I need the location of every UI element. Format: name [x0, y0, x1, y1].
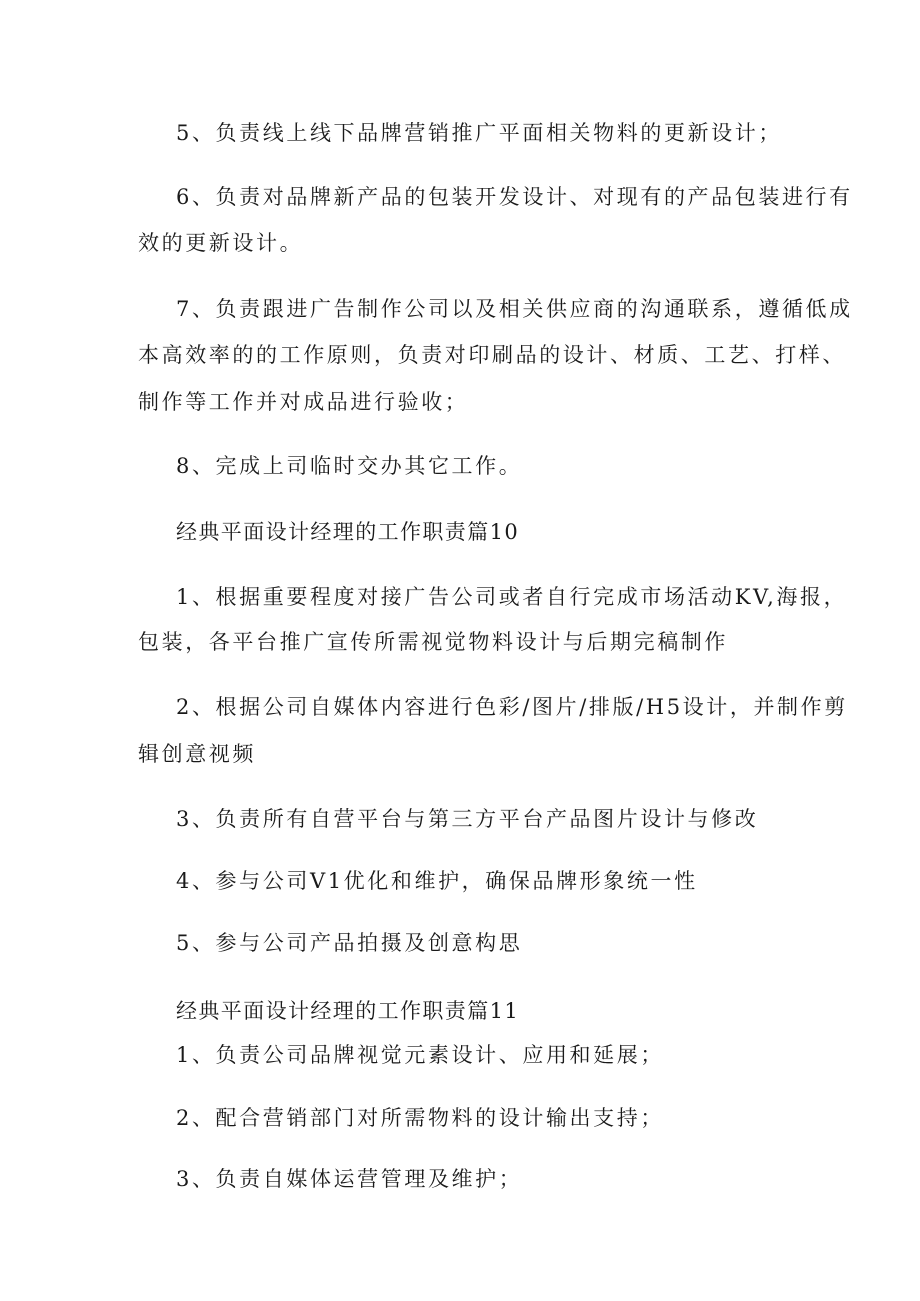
text-line: 1、根据重要程度对接广告公司或者自行完成市场活动KV,海报，	[176, 585, 848, 609]
text-line: 1、负责公司品牌视觉元素设计、应用和延展；	[176, 1043, 664, 1067]
text-line: 8、完成上司临时交办其它工作。	[176, 454, 523, 478]
section-heading: 经典平面设计经理的工作职责篇10	[176, 520, 520, 544]
text-line: 5、负责线上线下品牌营销推广平面相关物料的更新设计；	[176, 121, 782, 145]
text-line: 效的更新设计。	[138, 231, 304, 255]
section-heading: 经典平面设计经理的工作职责篇11	[176, 999, 520, 1023]
text-line: 4、参与公司V1优化和维护，确保品牌形象统一性	[176, 869, 698, 893]
text-line: 7、负责跟进广告制作公司以及相关供应商的沟通联系，遵循低成	[176, 297, 853, 321]
text-line: 5、参与公司产品拍摄及创意构思	[176, 931, 523, 955]
text-line: 包装，各平台推广宣传所需视觉物料设计与后期完稿制作	[138, 630, 728, 654]
text-line: 本高效率的的工作原则，负责对印刷品的设计、材质、工艺、打样、	[138, 343, 846, 367]
text-line: 2、根据公司自媒体内容进行色彩/图片/排版/H5设计，并制作剪	[176, 695, 848, 719]
text-line: 辑创意视频	[138, 742, 256, 766]
text-line: 2、配合营销部门对所需物料的设计输出支持；	[176, 1106, 664, 1130]
text-line: 6、负责对品牌新产品的包装开发设计、对现有的产品包装进行有	[176, 185, 853, 209]
text-line: 3、负责所有自营平台与第三方平台产品图片设计与修改	[176, 807, 759, 831]
text-line: 3、负责自媒体运营管理及维护；	[176, 1167, 523, 1191]
text-line: 制作等工作并对成品进行验收；	[138, 390, 469, 414]
